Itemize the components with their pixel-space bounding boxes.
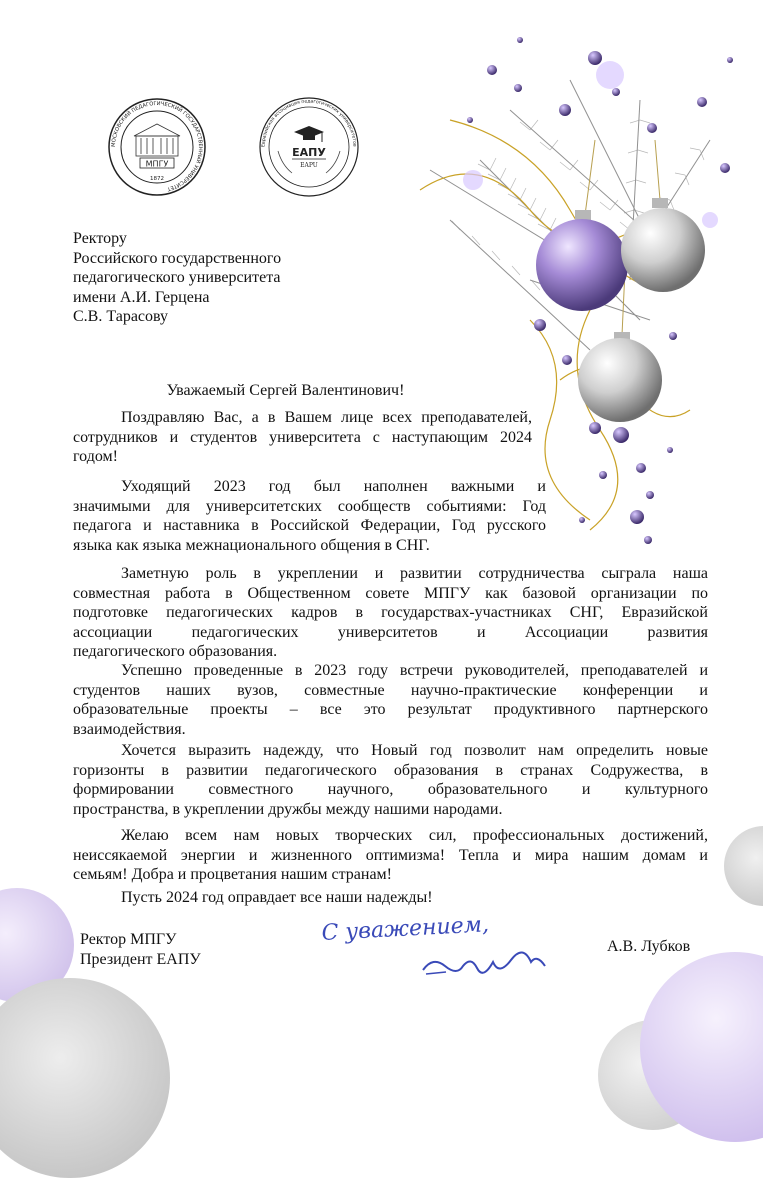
svg-text:С уважением,: С уважением, xyxy=(321,912,490,946)
paragraph-hope: Хочется выразить надежду, что Новый год позволит нам определить новые горизонты в развитии педагогического образования в странах Содружества, в формировании совместного научного, образовательного и культурного пространства, в укреплении дружбы между нашими народами. xyxy=(73,742,708,818)
svg-text:ЕАПУ: ЕАПУ xyxy=(292,146,326,159)
handwritten-signature xyxy=(318,912,578,992)
signatory-position xyxy=(80,930,201,969)
salutation: Уважаемый Сергей Валентинович! xyxy=(166,382,405,399)
address-line: Ректору xyxy=(73,230,127,247)
eapu-logo xyxy=(258,96,360,198)
paragraph-meetings: Успешно проведенные в 2023 году встречи руководителей, преподавателей и студентов наших вузов, совместные научно-практические конференции и образовательные проекты – все это результат продуктивного партнерского взаимодействия. xyxy=(73,662,708,738)
paragraph-wishes: Желаю всем нам новых творческих сил, профессиональных достижений, неиссякаемой энергии и жизненного оптимизма! Тепла и мира нашим домам и семьям! Добра и процветания нашим странам! xyxy=(73,827,708,884)
recipient-address xyxy=(73,229,373,327)
svg-text:Евразийская ассоциация педагог: Евразийская ассоциация педагогических университетов xyxy=(261,99,357,148)
position-line: Ректор МПГУ xyxy=(80,931,177,948)
paragraph-closing: Пусть 2024 год оправдает все наши надежды! xyxy=(121,889,433,906)
svg-text:EAPU: EAPU xyxy=(300,162,318,169)
address-line: имени А.И. Герцена xyxy=(73,288,210,306)
svg-text:МОСКОВСКИЙ ПЕДАГОГИЧЕСКИЙ ГОСУ: МОСКОВСКИЙ ПЕДАГОГИЧЕСКИЙ ГОСУДАРСТВЕННЫЙ УНИВЕРСИТЕТ xyxy=(110,100,204,192)
signatory-name: А.В. Лубков xyxy=(607,938,691,955)
address-line: Российского государственного xyxy=(73,249,282,267)
svg-text:МПГУ: МПГУ xyxy=(145,159,169,169)
paragraph-outgoing-year: Уходящий 2023 год был наполнен важными и значимыми для университетских сообществ событиями: Год педагога и наставника в Российской Федерации, Год русского языка как языка межнационального общения в СНГ. xyxy=(73,478,546,554)
address-line: С.В. Тарасову xyxy=(73,308,169,326)
svg-text:1872: 1872 xyxy=(150,176,164,182)
mpgu-logo xyxy=(106,96,208,198)
position-line: Президент ЕАПУ xyxy=(80,950,201,968)
paragraph-congratulation: Поздравляю Вас, а в Вашем лице всех преподавателей, сотрудников и студентов университета с наступающим 2024 годом! xyxy=(73,409,532,466)
bg-circle-bottom-left xyxy=(0,978,170,1178)
address-line: педагогического университета xyxy=(73,269,281,287)
paragraph-cooperation: Заметную роль в укреплении и развитии сотрудничества сыграла наша совместная работа в Общественном совете МПГУ как базовой организации по подготовке педагогических кадров в государствах-участниках СНГ, Евразийской ассоциации педагогических университетов и Ассоциации развития педагогического образования. xyxy=(73,565,708,661)
bg-circle-right xyxy=(724,826,763,906)
